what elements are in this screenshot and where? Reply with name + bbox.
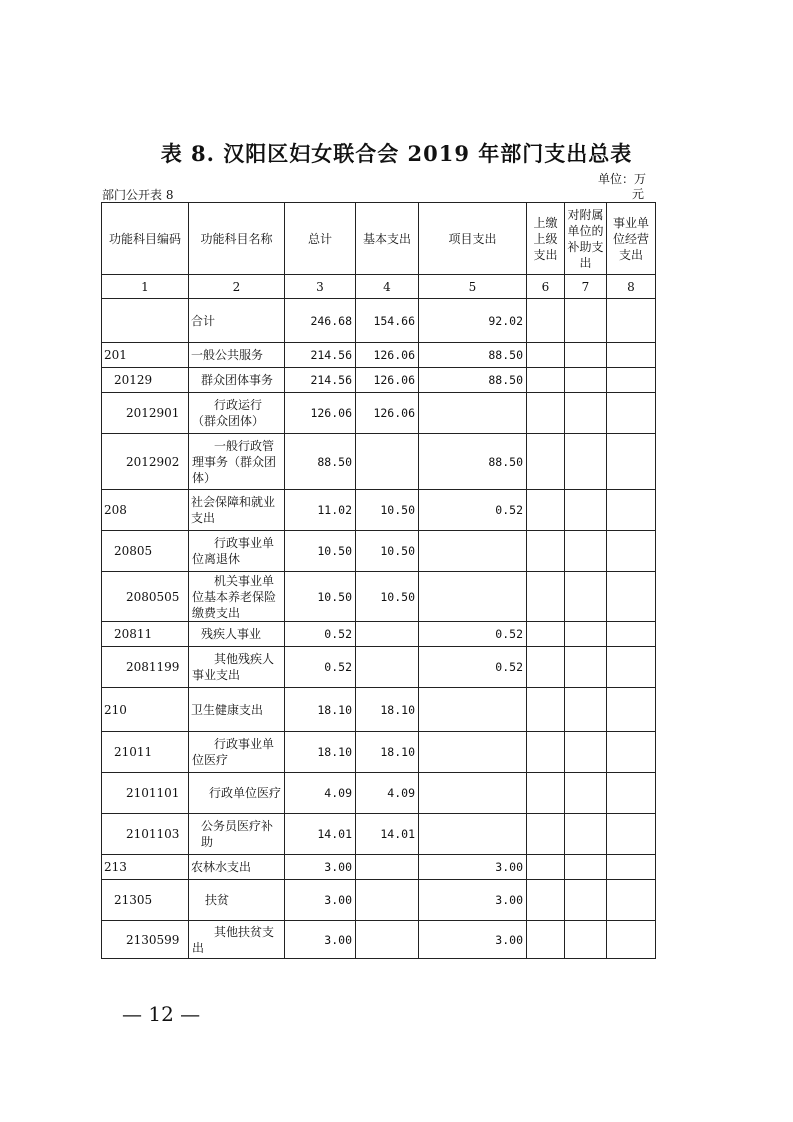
row-code [102, 299, 189, 343]
table-row [102, 572, 656, 622]
row-empty [527, 880, 565, 921]
table-row [102, 773, 656, 814]
row-name: 机关事业单位基本养老保险缴费支出 [189, 572, 285, 622]
row-total: 0.52 [285, 622, 356, 647]
row-basic: 126.06 [356, 368, 419, 393]
row-empty [565, 855, 607, 880]
row-empty [565, 343, 607, 368]
row-total: 88.50 [285, 434, 356, 490]
row-project: 88.50 [419, 368, 527, 393]
row-empty [607, 393, 656, 434]
row-empty [527, 921, 565, 959]
unit-label-cont: 元 [632, 187, 645, 201]
row-total: 214.56 [285, 343, 356, 368]
row-empty [527, 855, 565, 880]
row-total: 246.68 [285, 299, 356, 343]
row-code: 2101101 [102, 773, 189, 814]
row-name: 其他扶贫支出 [189, 921, 285, 959]
row-empty [527, 572, 565, 622]
row-empty [607, 921, 656, 959]
table-row [102, 880, 656, 921]
row-empty [527, 732, 565, 773]
table-row [102, 368, 656, 393]
row-empty [527, 434, 565, 490]
row-empty [565, 880, 607, 921]
row-name: 公务员医疗补助 [189, 814, 285, 855]
row-empty [607, 880, 656, 921]
table-row [102, 343, 656, 368]
row-empty [607, 732, 656, 773]
row-empty [607, 814, 656, 855]
row-code: 2080505 [102, 572, 189, 622]
row-basic: 18.10 [356, 688, 419, 732]
row-project [419, 773, 527, 814]
row-basic [356, 647, 419, 688]
row-empty [565, 572, 607, 622]
row-empty [527, 343, 565, 368]
row-basic [356, 855, 419, 880]
row-empty [527, 490, 565, 531]
row-basic [356, 622, 419, 647]
row-code: 210 [102, 688, 189, 732]
row-project: 88.50 [419, 343, 527, 368]
row-empty [527, 688, 565, 732]
header-subsidy: 对附属单位的补助支出 [565, 203, 607, 275]
row-project [419, 732, 527, 773]
row-code: 2081199 [102, 647, 189, 688]
row-basic: 18.10 [356, 732, 419, 773]
row-total: 3.00 [285, 921, 356, 959]
row-empty [527, 622, 565, 647]
table-row [102, 434, 656, 490]
row-name: 一般公共服务 [189, 343, 285, 368]
row-empty [607, 434, 656, 490]
row-empty [607, 622, 656, 647]
row-empty [527, 368, 565, 393]
row-total: 126.06 [285, 393, 356, 434]
unit-label: 单位：万 [598, 172, 647, 186]
header-total: 总计 [285, 203, 356, 275]
index-cell: 1 [102, 275, 189, 299]
row-empty [527, 773, 565, 814]
row-code: 21011 [102, 732, 189, 773]
table-row [102, 647, 656, 688]
row-project [419, 814, 527, 855]
table-row [102, 814, 656, 855]
table-row [102, 732, 656, 773]
table-row [102, 921, 656, 959]
row-basic: 154.66 [356, 299, 419, 343]
table-row [102, 299, 656, 343]
row-total: 11.02 [285, 490, 356, 531]
row-empty [565, 814, 607, 855]
header-row [102, 203, 656, 275]
table-row [102, 855, 656, 880]
row-empty [607, 647, 656, 688]
row-empty [527, 299, 565, 343]
index-cell: 6 [527, 275, 565, 299]
expenditure-table [101, 202, 656, 959]
row-project: 3.00 [419, 921, 527, 959]
row-empty [607, 299, 656, 343]
row-project [419, 572, 527, 622]
row-project [419, 688, 527, 732]
row-name: 扶贫 [189, 880, 285, 921]
row-name: 群众团体事务 [189, 368, 285, 393]
row-name: 农林水支出 [189, 855, 285, 880]
row-name: 卫生健康支出 [189, 688, 285, 732]
row-empty [565, 490, 607, 531]
page-title: 表 8. 汉阳区妇女联合会 2019 年部门支出总表 [160, 141, 633, 166]
table-row [102, 531, 656, 572]
header-basic: 基本支出 [356, 203, 419, 275]
table-row [102, 688, 656, 732]
row-basic: 10.50 [356, 531, 419, 572]
row-empty [565, 921, 607, 959]
index-cell: 4 [356, 275, 419, 299]
row-basic: 4.09 [356, 773, 419, 814]
row-name: 行政运行（群众团体） [189, 393, 285, 434]
row-empty [565, 773, 607, 814]
table-row [102, 622, 656, 647]
row-code: 213 [102, 855, 189, 880]
index-cell: 7 [565, 275, 607, 299]
row-total: 14.01 [285, 814, 356, 855]
row-basic: 126.06 [356, 343, 419, 368]
row-name: 合计 [189, 299, 285, 343]
page-number: — 12 — [122, 1002, 201, 1026]
row-total: 0.52 [285, 647, 356, 688]
row-code: 2012902 [102, 434, 189, 490]
row-code: 2012901 [102, 393, 189, 434]
row-empty [565, 688, 607, 732]
row-project: 92.02 [419, 299, 527, 343]
table-row [102, 490, 656, 531]
row-total: 3.00 [285, 855, 356, 880]
row-code: 2130599 [102, 921, 189, 959]
row-code: 20805 [102, 531, 189, 572]
header-code: 功能科目编码 [102, 203, 189, 275]
row-empty [527, 393, 565, 434]
row-basic: 10.50 [356, 572, 419, 622]
row-empty [565, 368, 607, 393]
header-business: 事业单位经营支出 [607, 203, 656, 275]
header-name: 功能科目名称 [189, 203, 285, 275]
row-name: 行政事业单位医疗 [189, 732, 285, 773]
row-total: 18.10 [285, 688, 356, 732]
row-basic [356, 921, 419, 959]
row-empty [527, 814, 565, 855]
row-basic: 126.06 [356, 393, 419, 434]
row-empty [565, 299, 607, 343]
row-project: 3.00 [419, 880, 527, 921]
row-project: 0.52 [419, 490, 527, 531]
row-total: 18.10 [285, 732, 356, 773]
row-code: 2101103 [102, 814, 189, 855]
row-code: 20129 [102, 368, 189, 393]
row-total: 3.00 [285, 880, 356, 921]
row-project [419, 531, 527, 572]
row-name: 其他残疾人事业支出 [189, 647, 285, 688]
row-project: 0.52 [419, 647, 527, 688]
row-name: 行政单位医疗 [189, 773, 285, 814]
row-empty [607, 688, 656, 732]
row-project: 88.50 [419, 434, 527, 490]
index-row [102, 275, 656, 299]
index-cell: 3 [285, 275, 356, 299]
row-empty [527, 531, 565, 572]
row-code: 201 [102, 343, 189, 368]
row-empty [607, 343, 656, 368]
row-empty [607, 855, 656, 880]
row-project: 0.52 [419, 622, 527, 647]
row-empty [565, 434, 607, 490]
row-basic [356, 880, 419, 921]
row-total: 10.50 [285, 531, 356, 572]
row-total: 214.56 [285, 368, 356, 393]
row-empty [565, 393, 607, 434]
row-name: 一般行政管理事务（群众团体） [189, 434, 285, 490]
row-code: 208 [102, 490, 189, 531]
row-name: 残疾人事业 [189, 622, 285, 647]
row-project [419, 393, 527, 434]
row-name: 行政事业单位离退休 [189, 531, 285, 572]
table-row [102, 393, 656, 434]
index-cell: 8 [607, 275, 656, 299]
row-basic: 10.50 [356, 490, 419, 531]
row-empty [607, 490, 656, 531]
row-empty [565, 732, 607, 773]
row-project: 3.00 [419, 855, 527, 880]
row-empty [565, 622, 607, 647]
row-empty [607, 531, 656, 572]
row-total: 4.09 [285, 773, 356, 814]
row-code: 21305 [102, 880, 189, 921]
index-cell: 5 [419, 275, 527, 299]
row-code: 20811 [102, 622, 189, 647]
row-empty [565, 531, 607, 572]
row-name: 社会保障和就业支出 [189, 490, 285, 531]
header-upper: 上缴上级支出 [527, 203, 565, 275]
index-cell: 2 [189, 275, 285, 299]
row-total: 10.50 [285, 572, 356, 622]
row-empty [607, 773, 656, 814]
header-project: 项目支出 [419, 203, 527, 275]
row-basic [356, 434, 419, 490]
table-id: 部门公开表 8 [102, 188, 174, 202]
row-empty [607, 572, 656, 622]
row-empty [607, 368, 656, 393]
row-basic: 14.01 [356, 814, 419, 855]
row-empty [565, 647, 607, 688]
row-empty [527, 647, 565, 688]
